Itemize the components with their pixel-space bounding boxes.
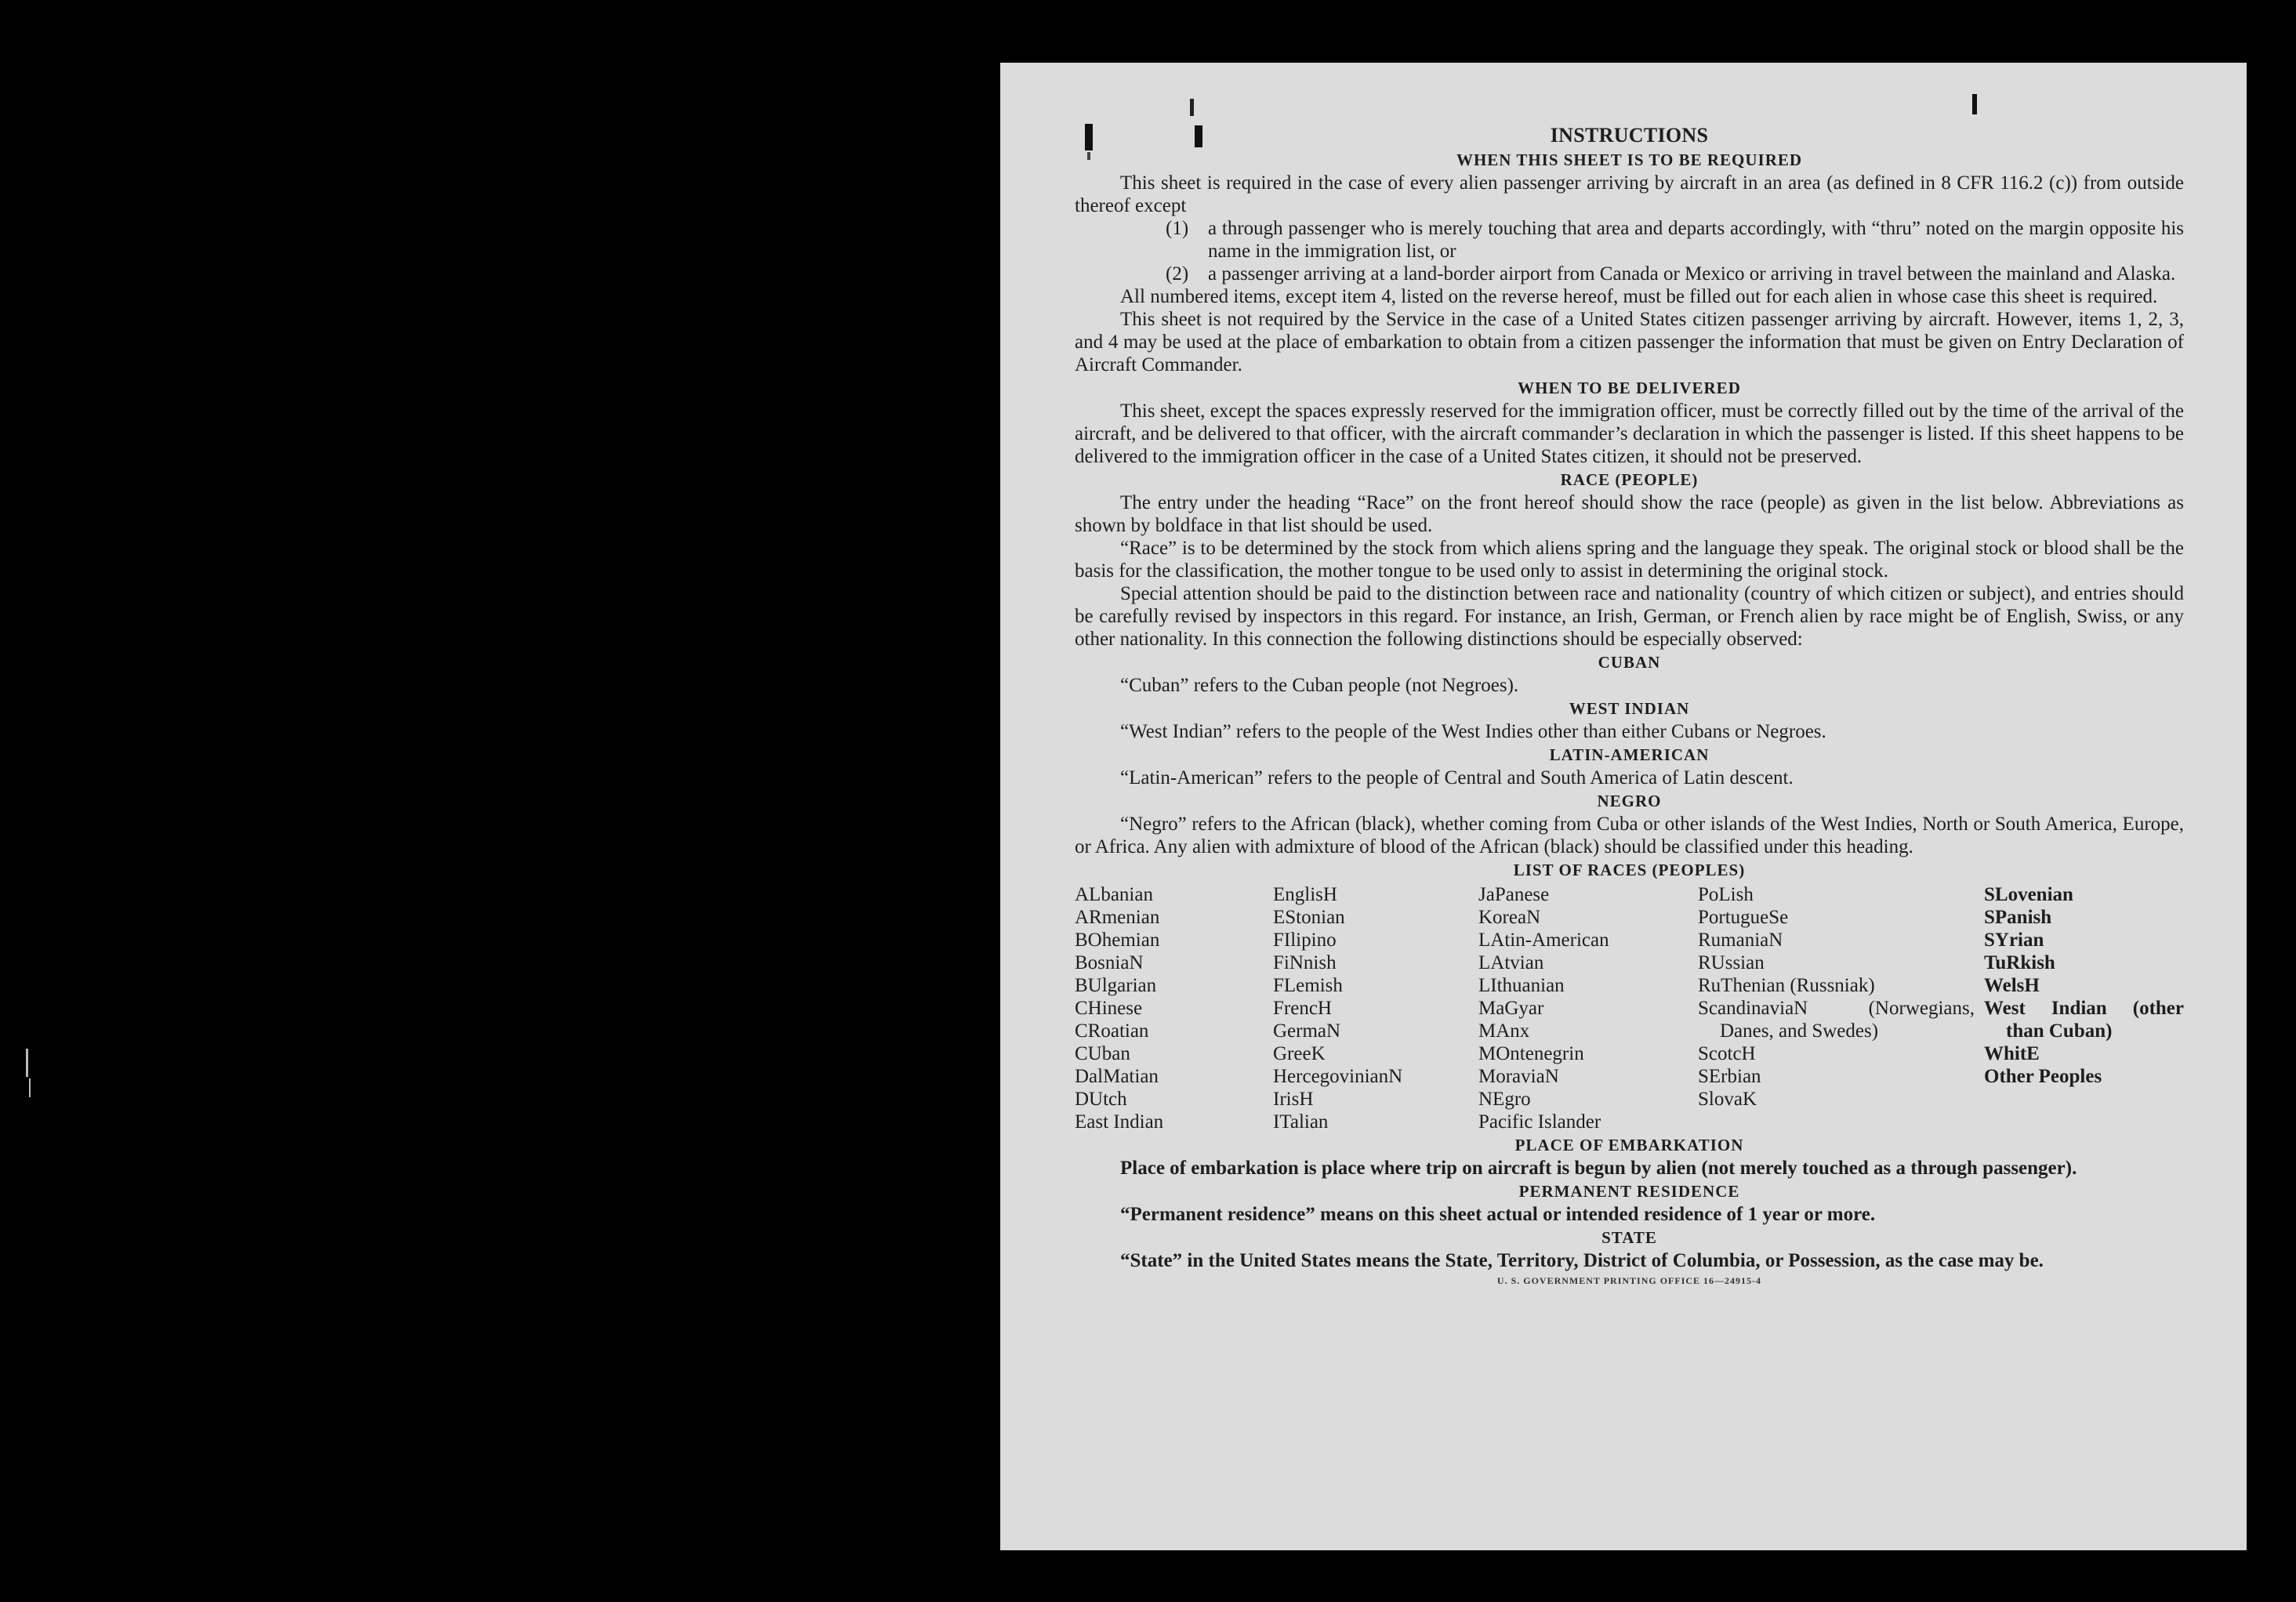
printing-office-imprint: U. S. GOVERNMENT PRINTING OFFICE 16—24915-4 (1496, 1275, 1762, 1286)
race-list (1075, 883, 2184, 1133)
scan-artifact-line (26, 1049, 28, 1077)
section-heading: STATE (1601, 1228, 1657, 1247)
list-number: (1) (1166, 218, 1189, 239)
race-item: TuRkish (1984, 952, 2055, 973)
section-heading: CUBAN (1598, 653, 1661, 672)
race-item: WhitE (1984, 1043, 2040, 1064)
race-item: SlovaK (1698, 1089, 1757, 1110)
race-item: DalMatian (1075, 1066, 1159, 1087)
race-item: MoraviaN (1478, 1066, 1559, 1087)
paragraph: All numbered items, except item 4, listed on the reverse hereof, must be filled out for each alien in whose case this sheet is required. (1120, 286, 2158, 307)
race-item: GreeK (1273, 1043, 1326, 1064)
race-item: NEgro (1478, 1089, 1531, 1110)
list-text: a passenger arriving at a land-border airport from Canada or Mexico or arriving in travel between the mainland and Alaska. (1208, 263, 2176, 285)
race-item: CUban (1075, 1043, 1130, 1064)
race-column (1478, 883, 1698, 1133)
race-item: KoreaN (1478, 907, 1541, 928)
race-item: FrencH (1273, 998, 1332, 1019)
race-item: PortugueSe (1698, 907, 1789, 928)
race-item: CRoatian (1075, 1020, 1149, 1042)
race-item: ARmenian (1075, 907, 1160, 928)
list-item (1075, 217, 2184, 263)
scan-artifact-line (29, 1078, 31, 1097)
race-item: ALbanian (1075, 884, 1153, 905)
race-item: FiNnish (1273, 952, 1337, 973)
race-item: SLovenian (1984, 884, 2073, 905)
race-item: MOntenegrin (1478, 1043, 1584, 1064)
paragraph: This sheet is required in the case of every alien passenger arriving by aircraft in an area (as defined in 8 CFR 116.2 (c)) from outside thereof except (1075, 172, 2184, 216)
race-item: RUssian (1698, 952, 1765, 973)
race-item: DUtch (1075, 1089, 1127, 1110)
race-item: ITalian (1273, 1111, 1329, 1133)
race-item: LAtvian (1478, 952, 1544, 973)
race-item: Other Peoples (1984, 1066, 2102, 1087)
page-title: INSTRUCTIONS (1550, 124, 1709, 147)
race-item: West Indian (other than Cuban) (1984, 998, 2184, 1042)
section-heading: PLACE OF EMBARKATION (1514, 1136, 1744, 1154)
race-item: East Indian (1075, 1111, 1164, 1133)
list-item (1075, 263, 2184, 285)
race-item: GermaN (1273, 1020, 1341, 1042)
race-item: FLemish (1273, 975, 1343, 996)
paragraph: The entry under the heading “Race” on the front hereof should show the race (people) as given in the list below. Abbreviations as shown by boldface in that list should be used. (1075, 492, 2184, 536)
ink-blot-mark (1968, 91, 1983, 122)
race-column (1075, 883, 1273, 1133)
paragraph: “State” in the United States means the State, Territory, District of Columbia, or Possession, as the case may be. (1120, 1250, 2044, 1271)
section-heading: WHEN THIS SHEET IS TO BE REQUIRED (1456, 150, 1803, 169)
paragraph: “Cuban” refers to the Cuban people (not Negroes). (1120, 675, 1519, 696)
document-page (1000, 63, 2247, 1550)
paragraph: Place of embarkation is place where trip on aircraft is begun by alien (not merely touched as a through passenger). (1120, 1158, 2077, 1179)
race-item: ScotcH (1698, 1043, 1756, 1064)
section-heading: LIST OF RACES (PEOPLES) (1513, 861, 1746, 879)
race-column (1698, 883, 1984, 1133)
race-item: EStonian (1273, 907, 1345, 928)
race-item: HercegovinianN (1273, 1066, 1403, 1087)
paragraph: This sheet is not required by the Service in the case of a United States citizen passenger arriving by aircraft. However, items 1, 2, 3, and 4 may be used at the place of embarkation to obtain from a citizen passenger the information that must be given on Entry Declaration of Aircraft Commander. (1075, 309, 2184, 375)
race-item: JaPanese (1478, 884, 1550, 905)
race-item: CHinese (1075, 998, 1143, 1019)
list-number: (2) (1166, 263, 1189, 285)
race-item: RumaniaN (1698, 930, 1783, 951)
race-item: SErbian (1698, 1066, 1761, 1087)
paragraph: “Negro” refers to the African (black), whether coming from Cuba or other islands of the West Indies, North or South America, Europe, or Africa. Any alien with admixture of blood of the African (black) should be classified under this heading. (1075, 814, 2184, 857)
race-item: LAtin-American (1478, 930, 1609, 951)
paragraph: Special attention should be paid to the distinction between race and nationality (country of which citizen or subject), and entries should be carefully revised by inspectors in this regard. For instance, an Irish, German, or French alien by race might be of English, Swiss, or any other nationality. In this connection the following distinctions should be especially observed: (1075, 583, 2184, 650)
race-item: RuThenian (Russniak) (1698, 975, 1875, 996)
race-item: BUlgarian (1075, 975, 1157, 996)
section-heading: WHEN TO BE DELIVERED (1518, 379, 1741, 397)
race-column (1273, 883, 1478, 1133)
race-item: EnglisH (1273, 884, 1337, 905)
race-item: ScandinaviaN (Norwegians, Danes, and Swedes) (1698, 998, 1975, 1042)
list-text: a through passenger who is merely touching that area and departs accordingly, with “thru” noted on the margin opposite his name in the immigration list, or (1208, 218, 2184, 262)
section-heading: RACE (PEOPLE) (1560, 470, 1699, 489)
section-heading: PERMANENT RESIDENCE (1518, 1182, 1740, 1201)
race-item: PoLish (1698, 884, 1754, 905)
paragraph: This sheet, except the spaces expressly reserved for the immigration officer, must be correctly filled out by the time of the arrival of the aircraft, and be delivered to that officer, with the aircraft commander’s declaration in which the passenger is listed. If this sheet happens to be delivered to the immigration officer in the case of a United States citizen, it should not be preserved. (1075, 400, 2184, 467)
ink-blot-mark (1182, 97, 1213, 152)
paragraph: “Race” is to be determined by the stock from which aliens spring and the language they speak. The original stock or blood shall be the basis for the classification, the mother tongue to be used only to assist in determining the original stock. (1075, 538, 2184, 582)
race-item: BOhemian (1075, 930, 1160, 951)
ink-blot-mark (1079, 118, 1110, 165)
race-item: IrisH (1273, 1089, 1314, 1110)
section-heading: NEGRO (1597, 792, 1662, 810)
paragraph: “Latin-American” refers to the people of Central and South America of Latin descent. (1120, 767, 1794, 788)
race-item: WelsH (1984, 975, 2040, 996)
section-heading: LATIN-AMERICAN (1549, 745, 1710, 764)
race-item: SPanish (1984, 907, 2052, 928)
race-item: Pacific Islander (1478, 1111, 1601, 1133)
section-heading: WEST INDIAN (1569, 699, 1690, 718)
paragraph: “West Indian” refers to the people of the West Indies other than either Cubans or Negroes. (1120, 721, 1826, 742)
race-item: LIthuanian (1478, 975, 1565, 996)
race-item: SYrian (1984, 930, 2044, 951)
race-column (1984, 883, 2184, 1133)
race-item: MaGyar (1478, 998, 1544, 1019)
race-item: MAnx (1478, 1020, 1530, 1042)
race-item: BosniaN (1075, 952, 1144, 973)
race-item: FIlipino (1273, 930, 1337, 951)
paragraph: “Permanent residence” means on this sheet actual or intended residence of 1 year or more. (1120, 1204, 1876, 1225)
